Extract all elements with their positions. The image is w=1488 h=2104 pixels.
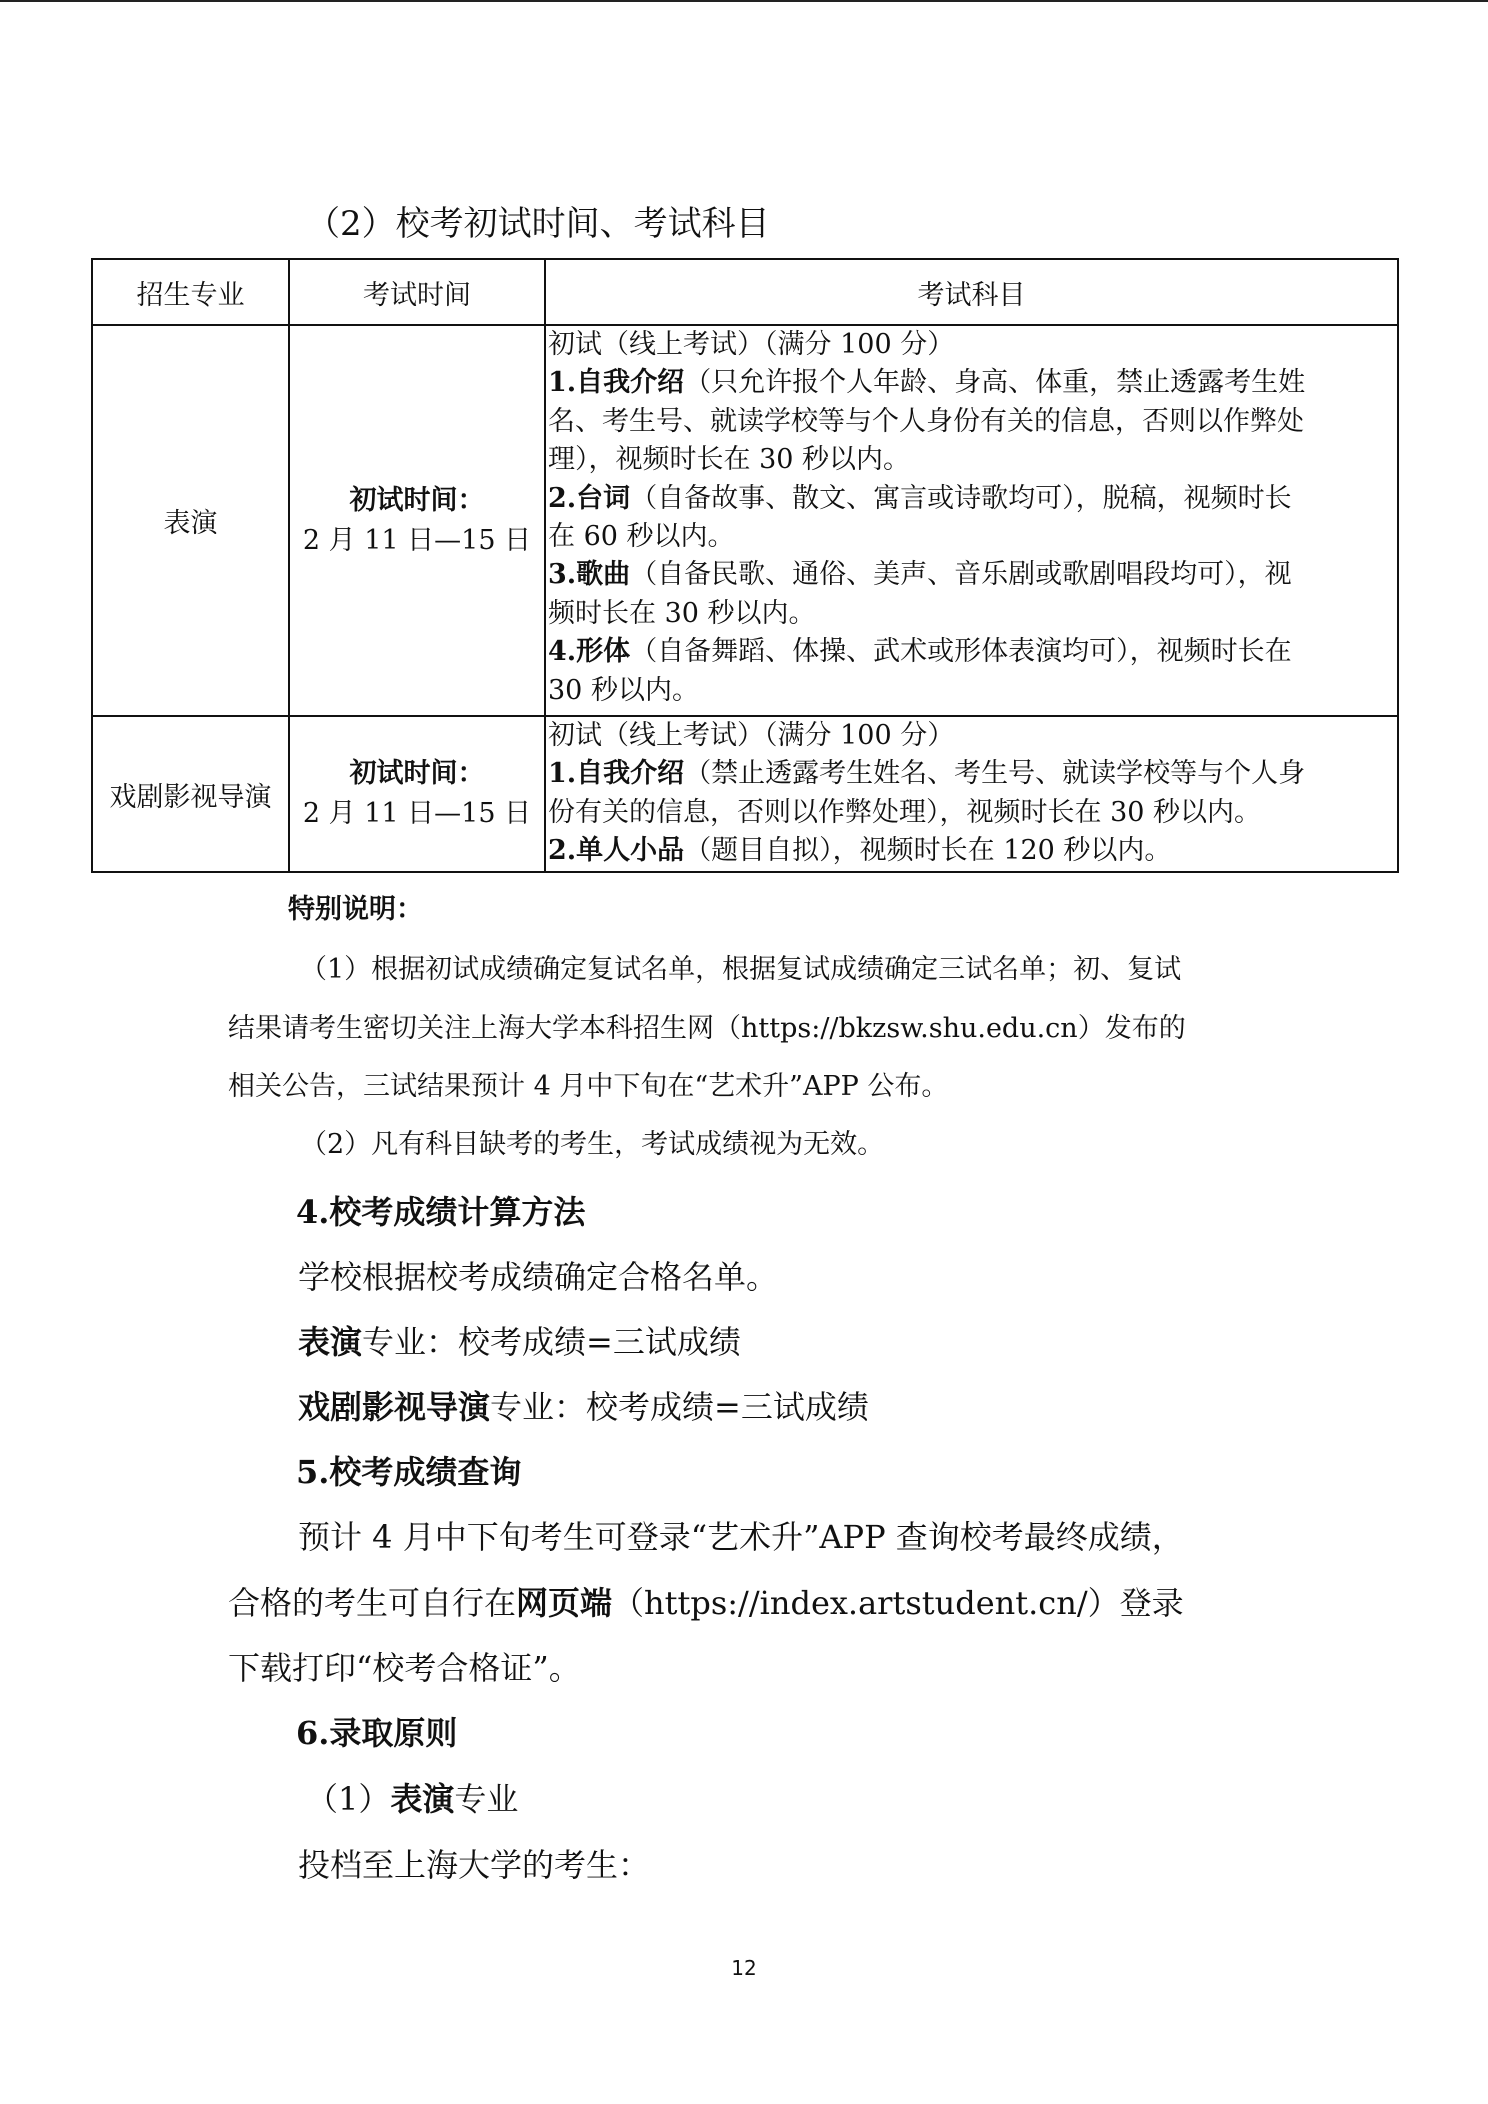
time-cell [289,325,545,716]
time-range: 2 月 11 日—15 日 [302,798,532,829]
section-4-paragraph: 学校根据校考成绩确定合格名单。 [298,1258,779,1296]
subject-line: 名、考生号、就读学校等与个人身份有关的信息，否则以作弊处 [548,405,1304,437]
subject-line: 1.自我介绍（禁止透露考生姓名、考生号、就读学校等与个人身 [548,758,1306,790]
header-subjects: 考试科目 [545,259,1398,325]
table-row [92,716,1398,872]
subjects-cell [545,716,1398,872]
special-note-line: （1）根据初试成绩确定复试名单，根据复试成绩确定三试名单；初、复试 [300,954,1182,985]
section-5-line: 合格的考生可自行在网页端（https://index.artstudent.cn/）登录 [228,1584,1184,1622]
exam-schedule-table [91,258,1399,873]
subject-line: 3.歌曲（自备民歌、通俗、美声、音乐剧或歌剧唱段均可），视 [548,559,1292,591]
time-cell [289,716,545,872]
section-4-formula: 表演专业：校考成绩=三试成绩 [298,1323,741,1361]
special-note-title: 特别说明： [288,894,423,925]
time-label: 初试时间： [349,758,485,789]
section-6-paragraph: 投档至上海大学的考生： [298,1846,651,1884]
subject-line: 频时长在 30 秒以内。 [548,597,816,629]
special-note-line: （2）凡有科目缺考的考生，考试成绩视为无效。 [300,1129,885,1160]
section-5-line: 下载打印“校考合格证”。 [228,1649,581,1687]
section-4-heading: 4.校考成绩计算方法 [296,1193,586,1231]
time-label: 初试时间： [349,484,485,516]
section-heading: （2）校考初试时间、考试科目 [306,204,770,244]
subject-line: 份有关的信息，否则以作弊处理），视频时长在 30 秒以内。 [548,796,1262,828]
major-cell: 戏剧影视导演 [92,716,289,872]
page-number: 12 [731,1956,757,1980]
subject-line: 理），视频时长在 30 秒以内。 [548,444,911,476]
section-4-formula: 戏剧影视导演专业：校考成绩=三试成绩 [298,1388,869,1426]
section-6-subheading: （1）表演专业 [306,1780,519,1818]
subject-line: 初试（线上考试）（满分 100 分） [548,329,955,360]
subject-line: 4.形体（自备舞蹈、体操、武术或形体表演均可），视频时长在 [548,636,1292,668]
section-5-heading: 5.校考成绩查询 [296,1453,522,1491]
section-6-heading: 6.录取原则 [296,1714,458,1752]
subject-line: 1.自我介绍（只允许报个人年龄、身高、体重，禁止透露考生姓 [548,367,1306,399]
major-cell: 表演 [92,325,289,716]
subjects-cell [545,325,1398,716]
table-row [92,325,1398,716]
special-note-line: 结果请考生密切关注上海大学本科招生网（https://bkzsw.shu.edu.cn）发布的 [228,1013,1186,1044]
special-note-line: 相关公告，三试结果预计 4 月中下旬在“艺术升”APP 公布。 [228,1071,949,1102]
subject-line: 2.台词（自备故事、散文、寓言或诗歌均可），脱稿，视频时长 [548,482,1292,514]
header-major: 招生专业 [92,259,289,325]
subject-line: 在 60 秒以内。 [548,521,735,553]
page-top-border [0,0,1488,2]
subject-line: 30 秒以内。 [548,674,699,706]
section-5-line: 预计 4 月中下旬考生可登录“艺术升”APP 查询校考最终成绩， [298,1518,1184,1556]
header-time: 考试时间 [289,259,545,325]
subject-line: 初试（线上考试）（满分 100 分） [548,720,955,751]
time-range: 2 月 11 日—15 日 [302,524,532,556]
table-header-row [92,259,1398,325]
subject-line: 2.单人小品（题目自拟），视频时长在 120 秒以内。 [548,835,1172,867]
